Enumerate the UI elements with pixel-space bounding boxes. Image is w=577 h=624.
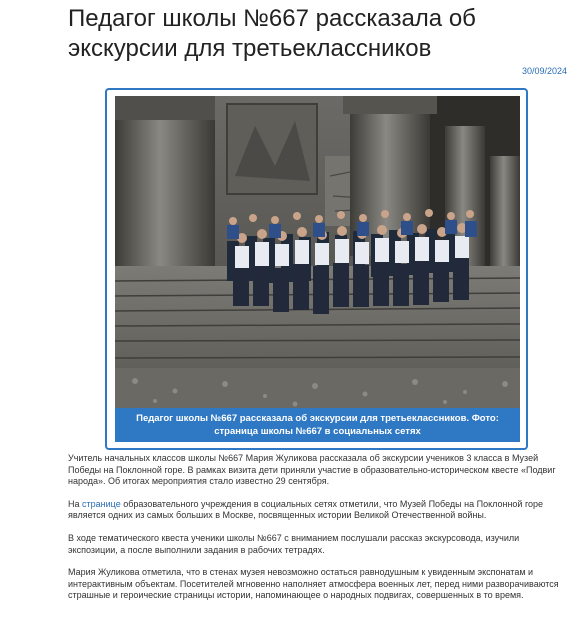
article-title: Педагог школы №667 рассказала об экскурсии для третьеклассников xyxy=(68,5,476,62)
social-page-link[interactable]: странице xyxy=(82,498,121,509)
paragraph-text: образовательного учреждения в социальных сетях отметили, что Музей Победы на Поклонной горе является одних из самых больших в Москве, посвященных истории Великой Отечественной войны. xyxy=(68,498,544,521)
publish-date: 30/09/2024 xyxy=(521,66,567,76)
article-paragraph: В ходе тематического квеста ученики школы №667 с вниманием послушали рассказ экскурсовода, изучили экспозиции, а после выполнили задания в рабочих тетрадях. xyxy=(68,532,520,555)
article-paragraph xyxy=(68,499,563,522)
article-paragraph: Учитель начальных классов школы №667 Мария Жуликова рассказала об экскурсии учеников 3 класса в Музей Победы на Поклонной горе. В рамках визита дети приняли участие в образовательно-историческом квесте «Подвиг народа». Об итогах мероприятия стало известно 29 сентября. xyxy=(68,453,556,487)
photo-caption: Педагог школы №667 рассказала об экскурсии для третьеклассников. Фото: страница школы №667 в социальных сетях xyxy=(115,408,520,442)
article-paragraph: Мария Жуликова отметила, что в стенах музея невозможно остаться равнодушным к увиденным экспонатам и интерактивным объектам. Посетителей мгновенно наполняет атмосфера военных лет, перед ними разворачиваются страшные и героические страницы истории, напоминающее о народных подвигах, совершенных в то время. xyxy=(68,567,559,601)
article-photo-frame xyxy=(105,88,528,450)
article-photo[interactable] xyxy=(115,96,520,410)
article-body xyxy=(68,453,563,613)
paragraph-text: На xyxy=(68,498,83,509)
